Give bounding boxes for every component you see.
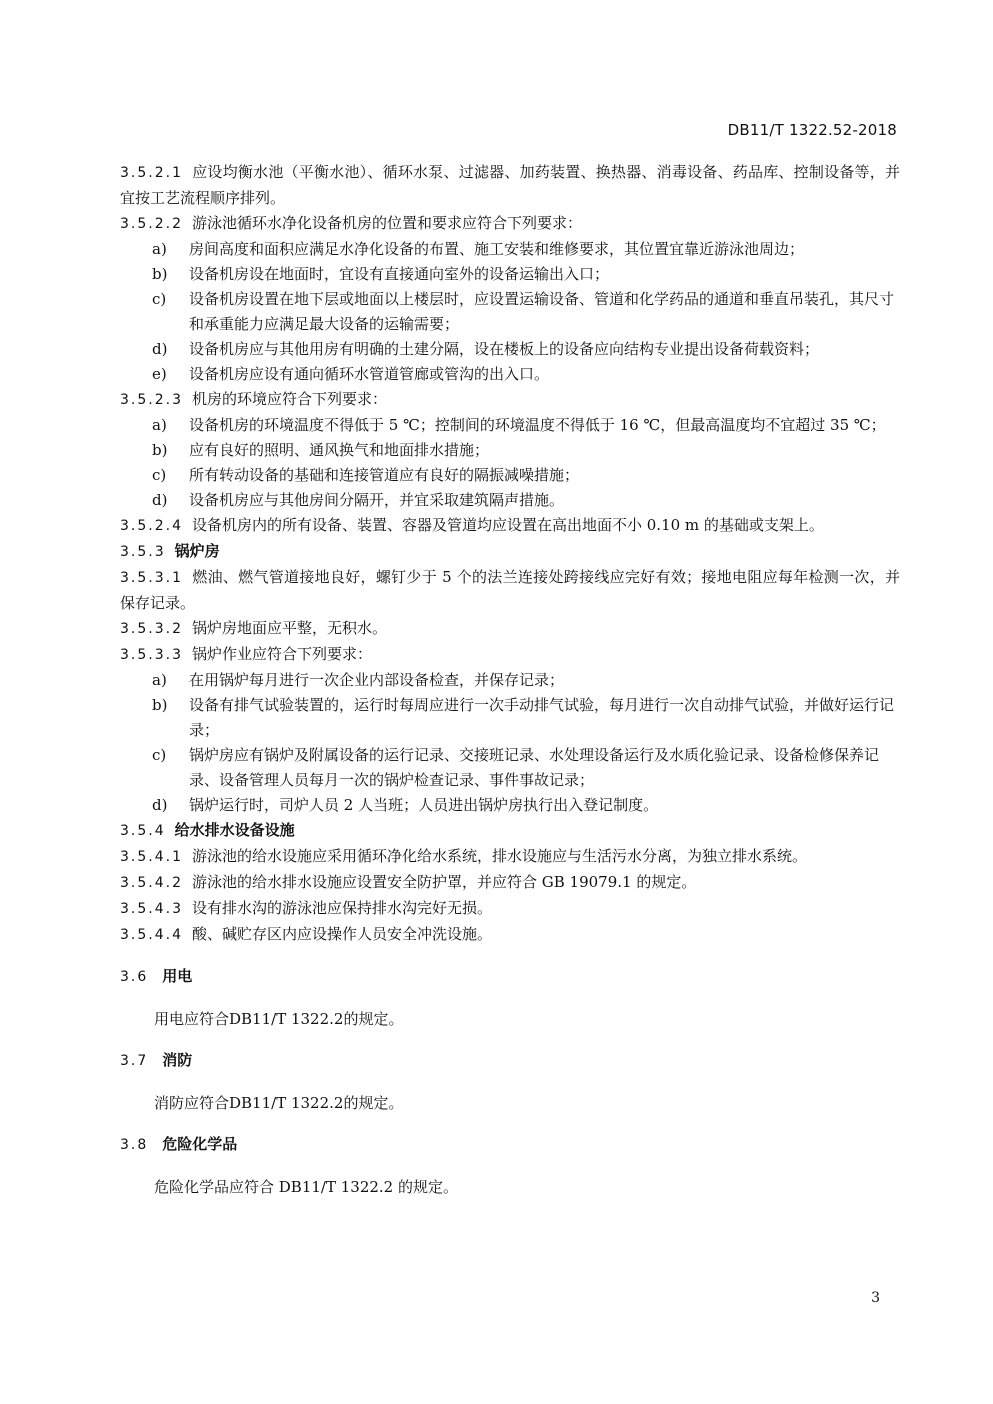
clause-3-5-4-3: [120, 896, 900, 922]
list-item-text: 在用锅炉每月进行一次企业内部设备检查，并保存记录；: [189, 671, 565, 689]
list-item-text: 锅炉运行时，司炉人员 2 人当班；人员进出锅炉房执行出入登记制度。: [189, 796, 659, 814]
list-item-text: 房间高度和面积应满足水净化设备的布置、施工安装和维修要求，其位置宜靠近游泳池周边；: [189, 240, 805, 258]
list-item-label: a): [152, 671, 167, 689]
clause-number: 3.5.2.4: [120, 518, 183, 534]
section-heading-3-6: [120, 964, 900, 990]
clause-3-5-4-4: [120, 922, 900, 948]
clause-3-5-2-3: [120, 387, 900, 413]
clause-number: 3.5.3.2: [120, 621, 183, 637]
list-item: [120, 793, 900, 818]
clause-number: 3.5.2.2: [120, 216, 183, 232]
clause-3-5-2-2: [120, 211, 900, 237]
section-number: 3.5.3: [120, 544, 166, 560]
list-item: [120, 262, 900, 287]
list-item: [120, 237, 900, 262]
clause-3-5-2-4: [120, 513, 900, 539]
clause-number: 3.5.2.1: [120, 165, 183, 181]
list-item-text: 设备机房设在地面时，宜设有直接通向室外的设备运输出入口；: [189, 265, 610, 283]
list-item-text: 设备机房应与其他用房有明确的土建分隔，设在楼板上的设备应向结构专业提出设备荷载资料；: [189, 340, 820, 358]
list-item-text: 设备机房的环境温度不得低于 5 ℃；控制间的环境温度不得低于 16 ℃，但最高温度均不宜超过 35 ℃；: [189, 416, 886, 434]
section-title: 危险化学品: [162, 1135, 238, 1153]
list-item: [120, 362, 900, 387]
clause-3-5-3-1: [120, 565, 900, 616]
standard-code: DB11/T 1322.52-2018: [727, 121, 897, 139]
list-item-text: 设备机房设置在地下层或地面以上楼层时，应设置运输设备、管道和化学药品的通道和垂直吊装孔，其尺寸和承重能力应满足最大设备的运输需要；: [189, 290, 895, 333]
list-item-label: c): [152, 746, 167, 764]
list-item: [120, 693, 900, 743]
list-item: [120, 668, 900, 693]
section-title: 消防: [162, 1051, 193, 1069]
section-number: 3.8: [120, 1137, 149, 1153]
list-item-text: 应有良好的照明、通风换气和地面排水措施；: [189, 441, 490, 459]
section-body: 用电应符合DB11/T 1322.2的规定。: [154, 1010, 404, 1028]
clause-text: 游泳池的给水排水设施应设置安全防护罩，并应符合 GB 19079.1 的规定。: [191, 873, 697, 891]
section-heading-3-5-3: [120, 539, 900, 565]
list-item: [120, 743, 900, 793]
list-item-label: c): [152, 466, 167, 484]
clause-text: 锅炉房地面应平整，无积水。: [191, 619, 387, 637]
page-number: 3: [871, 1290, 880, 1306]
list-item: [120, 488, 900, 513]
section-number: 3.5.4: [120, 823, 166, 839]
clause-3-5-4-1: [120, 844, 900, 870]
clause-3-5-3-2: [120, 616, 900, 642]
list-item: [120, 438, 900, 463]
list-item-text: 所有转动设备的基础和连接管道应有良好的隔振减噪措施；: [189, 466, 580, 484]
list-item-text: 设备有排气试验装置的，运行时每周应进行一次手动排气试验，每月进行一次自动排气试验，并做好运行记录；: [189, 696, 895, 739]
list-item: [120, 337, 900, 362]
list-item-text: 设备机房应与其他房间分隔开，并宜采取建筑隔声措施。: [189, 491, 565, 509]
section-title: 用电: [162, 967, 193, 985]
clause-number: 3.5.3.1: [120, 570, 183, 586]
clause-text: 机房的环境应符合下列要求：: [191, 390, 387, 408]
list-item-label: a): [152, 240, 167, 258]
list-item-text: 设备机房应设有通向循环水管道管廊或管沟的出入口。: [189, 365, 550, 383]
section-body: 危险化学品应符合 DB11/T 1322.2 的规定。: [154, 1178, 458, 1196]
clause-text: 游泳池循环水净化设备机房的位置和要求应符合下列要求：: [191, 214, 582, 232]
list-item-text: 锅炉房应有锅炉及附属设备的运行记录、交接班记录、水处理设备运行及水质化验记录、设备检修保养记录、设备管理人员每月一次的锅炉检查记录、事件事故记录；: [189, 746, 880, 789]
section-heading-3-7: [120, 1048, 900, 1074]
list-item: [120, 463, 900, 488]
section-heading-3-8: [120, 1132, 900, 1158]
list-item: [120, 287, 900, 337]
clause-text: 锅炉作业应符合下列要求：: [191, 645, 372, 663]
list-item-label: d): [152, 796, 168, 814]
section-title: 给水排水设备设施: [174, 821, 295, 839]
list-item-label: b): [152, 265, 168, 283]
list-item-label: d): [152, 340, 168, 358]
list-item-label: b): [152, 696, 168, 714]
clause-text: 燃油、燃气管道接地良好，螺钉少于 5 个的法兰连接处跨接线应完好有效；接地电阻应每年检测一次，并保存记录。: [120, 568, 900, 612]
list-item-label: d): [152, 491, 168, 509]
page-content: [120, 160, 900, 1200]
section-title: 锅炉房: [174, 542, 220, 560]
clause-text: 游泳池的给水设施应采用循环净化给水系统，排水设施应与生活污水分离，为独立排水系统。: [191, 847, 807, 865]
section-heading-3-5-4: [120, 818, 900, 844]
clause-3-5-3-3: [120, 642, 900, 668]
list-item-label: a): [152, 416, 167, 434]
section-number: 3.6: [120, 969, 149, 985]
clause-number: 3.5.4.2: [120, 875, 183, 891]
clause-3-5-4-2: [120, 870, 900, 896]
clause-number: 3.5.4.3: [120, 901, 183, 917]
list-item: [120, 413, 900, 438]
list-item-label: e): [152, 365, 167, 383]
clause-number: 3.5.4.4: [120, 927, 183, 943]
list-item-label: c): [152, 290, 167, 308]
section-body: 消防应符合DB11/T 1322.2的规定。: [154, 1094, 404, 1112]
clause-number: 3.5.3.3: [120, 647, 183, 663]
clause-number: 3.5.2.3: [120, 392, 183, 408]
clause-text: 酸、碱贮存区内应设操作人员安全冲洗设施。: [191, 925, 492, 943]
clause-text: 设备机房内的所有设备、装置、容器及管道均应设置在高出地面不小 0.10 m 的基础或支架上。: [191, 516, 824, 534]
list-item-label: b): [152, 441, 168, 459]
clause-3-5-2-1: [120, 160, 900, 211]
clause-number: 3.5.4.1: [120, 849, 183, 865]
clause-text: 应设均衡水池（平衡水池）、循环水泵、过滤器、加药装置、换热器、消毒设备、药品库、控制设备等，并宜按工艺流程顺序排列。: [120, 163, 900, 207]
clause-text: 设有排水沟的游泳池应保持排水沟完好无损。: [191, 899, 492, 917]
section-number: 3.7: [120, 1053, 149, 1069]
